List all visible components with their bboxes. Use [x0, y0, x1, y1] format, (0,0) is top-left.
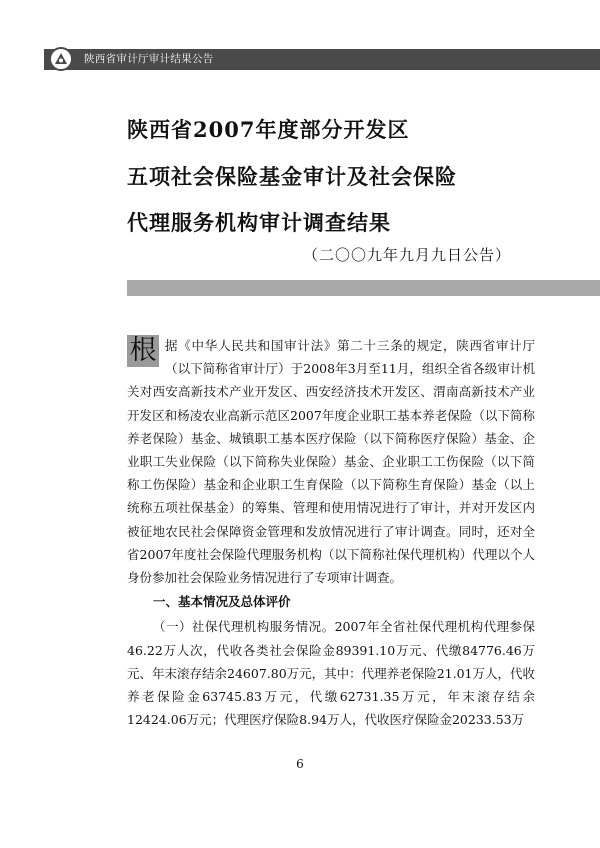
drop-cap: 根 [127, 335, 159, 367]
title-line-3: 代理服务机构审计调查结果 [127, 210, 391, 235]
title-line-1: 陕西省2007年度部分开发区 [127, 117, 410, 142]
audit-emblem-icon [49, 47, 73, 71]
header-bar [44, 49, 600, 70]
paragraph-service: （一）社保代理机构服务情况。2007年全省社保代理机构代理参保46.22万人次，代收各类社会保险金89391.10万元、代缴84776.46万元、年末滚存结余24607.80万元，其中：代理养老保险21.01万人，代收养老保险金63745.83万元，代缴62731.35万元，年末滚存结余12424.06万元；代理医疗保险8.94万人，代收医疗保险金20233.53万 [127, 619, 535, 728]
paragraph-intro [127, 334, 535, 589]
page-number: 6 [296, 757, 304, 771]
body-text [127, 334, 535, 731]
emblem-shape [54, 52, 68, 66]
title-line-2: 五项社会保险基金审计及社会保险 [127, 164, 457, 189]
header-title: 陕西省审计厅审计结果公告 [84, 53, 214, 65]
announcement-date: （二〇〇九年九月九日公告） [303, 246, 512, 264]
divider-band [127, 280, 600, 296]
paragraph-intro-text: 据《中华人民共和国审计法》第二十三条的规定，陕西省审计厅（以下简称省审计厅）于2008年3月至11月，组织全省各级审计机关对西安高新技术产业开发区、西安经济技术开发区、渭南高新技术产业开发区和杨凌农业高新示范区2007年度企业职工基本养老保险（以下简称养老保险）基金、城镇职工基本医疗保险（以下简称医疗保险）基金、企业职工失业保险（以下简称失业保险）基金、企业职工工伤保险（以下简称工伤保险）基金和企业职工生育保险（以下简称生育保险）基金（以上统称五项社保基金）的筹集、管理和使用情况进行了审计，并对开发区内被征地农民社会保障资金管理和发放情况进行了审计调查。同时，还对全省2007年度社会保险代理服务机构（以下简称社保代理机构）代理以个人身份参加社会保险业务情况进行了专项审计调查。 [127, 338, 535, 586]
section-heading-1: 一、基本情况及总体评价 [153, 594, 291, 610]
